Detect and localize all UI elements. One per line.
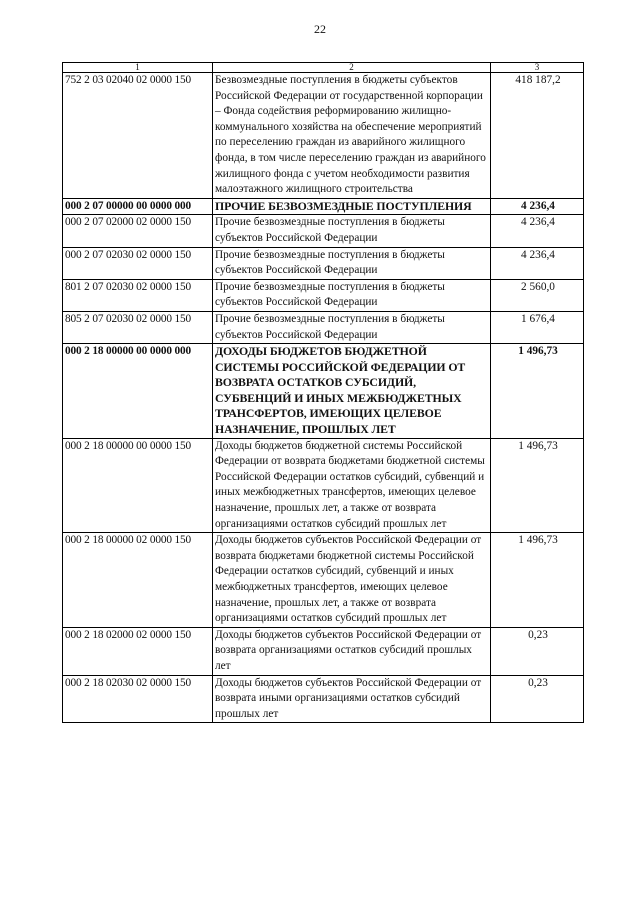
row-amount: 1 676,4 [491,311,584,343]
header-row [63,63,584,73]
row-name: Прочие безвозмездные поступления в бюджеты субъектов Российской Федерации [213,279,491,311]
row-code: 000 2 18 02030 02 0000 150 [63,675,213,723]
row-code: 000 2 07 00000 00 0000 000 [63,198,213,215]
row-code: 752 2 03 02040 02 0000 150 [63,73,213,199]
row-amount: 1 496,73 [491,438,584,533]
row-name: Доходы бюджетов субъектов Российской Федерации от возврата иными организациями остатков субсидий прошлых лет [213,675,491,723]
row-name: ДОХОДЫ БЮДЖЕТОВ БЮДЖЕТНОЙ СИСТЕМЫ РОССИЙСКОЙ ФЕДЕРАЦИИ ОТ ВОЗВРАТА ОСТАТКОВ СУБСИДИЙ, СУБВЕНЦИЙ И ИНЫХ МЕЖБЮДЖЕТНЫХ ТРАНСФЕРТОВ, ИМЕЮЩИХ ЦЕЛЕВОЕ НАЗНАЧЕНИЕ, ПРОШЛЫХ ЛЕТ [213,344,491,439]
row-name: Доходы бюджетов субъектов Российской Федерации от возврата бюджетами бюджетной системы Российской Федерации остатков субсидий, субвенций и иных межбюджетных трансфертов, имеющих целевое назначение, прошлых лет, а также от возврата организациями остатков субсидий прошлых лет [213,533,491,628]
row-code: 000 2 18 00000 02 0000 150 [63,533,213,628]
row-code: 000 2 07 02000 02 0000 150 [63,215,213,247]
row-name: Доходы бюджетов субъектов Российской Федерации от возврата организациями остатков субсидий прошлых лет [213,627,491,675]
table-row [63,198,584,215]
table-row [63,533,584,628]
column-header-amount: 3 [491,63,584,73]
row-name: Безвозмездные поступления в бюджеты субъектов Российской Федерации от государственной корпорации – Фонда содействия реформированию жилищно-коммунального хозяйства на обеспечение мероприятий по переселению граждан из аварийного жилищного фонда, в том числе переселению граждан из аварийного жилищного фонда с учетом необходимости развития малоэтажного жилищного строительства [213,73,491,199]
table-body [63,73,584,723]
table-row [63,247,584,279]
row-amount: 2 560,0 [491,279,584,311]
row-name: Прочие безвозмездные поступления в бюджеты субъектов Российской Федерации [213,311,491,343]
row-amount: 0,23 [491,675,584,723]
table-row [63,215,584,247]
row-name: ПРОЧИЕ БЕЗВОЗМЕЗДНЫЕ ПОСТУПЛЕНИЯ [213,198,491,215]
column-header-name: 2 [213,63,491,73]
column-header-code: 1 [63,63,213,73]
table-row [63,311,584,343]
row-amount: 1 496,73 [491,344,584,439]
table-row [63,279,584,311]
table-row [63,438,584,533]
row-amount: 4 236,4 [491,247,584,279]
row-name: Доходы бюджетов бюджетной системы Российской Федерации от возврата бюджетами бюджетной системы Российской Федерации остатков субсидий, субвенций и иных межбюджетных трансфертов, имеющих целевое назначение, прошлых лет, а также от возврата организациями остатков субсидий прошлых лет [213,438,491,533]
row-code: 000 2 07 02030 02 0000 150 [63,247,213,279]
row-amount: 418 187,2 [491,73,584,199]
table-row [63,675,584,723]
table-row [63,344,584,439]
row-code: 000 2 18 02000 02 0000 150 [63,627,213,675]
row-amount: 1 496,73 [491,533,584,628]
row-code: 000 2 18 00000 00 0000 000 [63,344,213,439]
budget-table [62,62,584,723]
row-amount: 4 236,4 [491,198,584,215]
row-amount: 4 236,4 [491,215,584,247]
table-row [63,73,584,199]
row-name: Прочие безвозмездные поступления в бюджеты субъектов Российской Федерации [213,215,491,247]
row-name: Прочие безвозмездные поступления в бюджеты субъектов Российской Федерации [213,247,491,279]
row-code: 805 2 07 02030 02 0000 150 [63,311,213,343]
row-code: 801 2 07 02030 02 0000 150 [63,279,213,311]
table-row [63,627,584,675]
row-code: 000 2 18 00000 00 0000 150 [63,438,213,533]
table-header [63,63,584,73]
row-amount: 0,23 [491,627,584,675]
page-number: 22 [314,22,326,36]
